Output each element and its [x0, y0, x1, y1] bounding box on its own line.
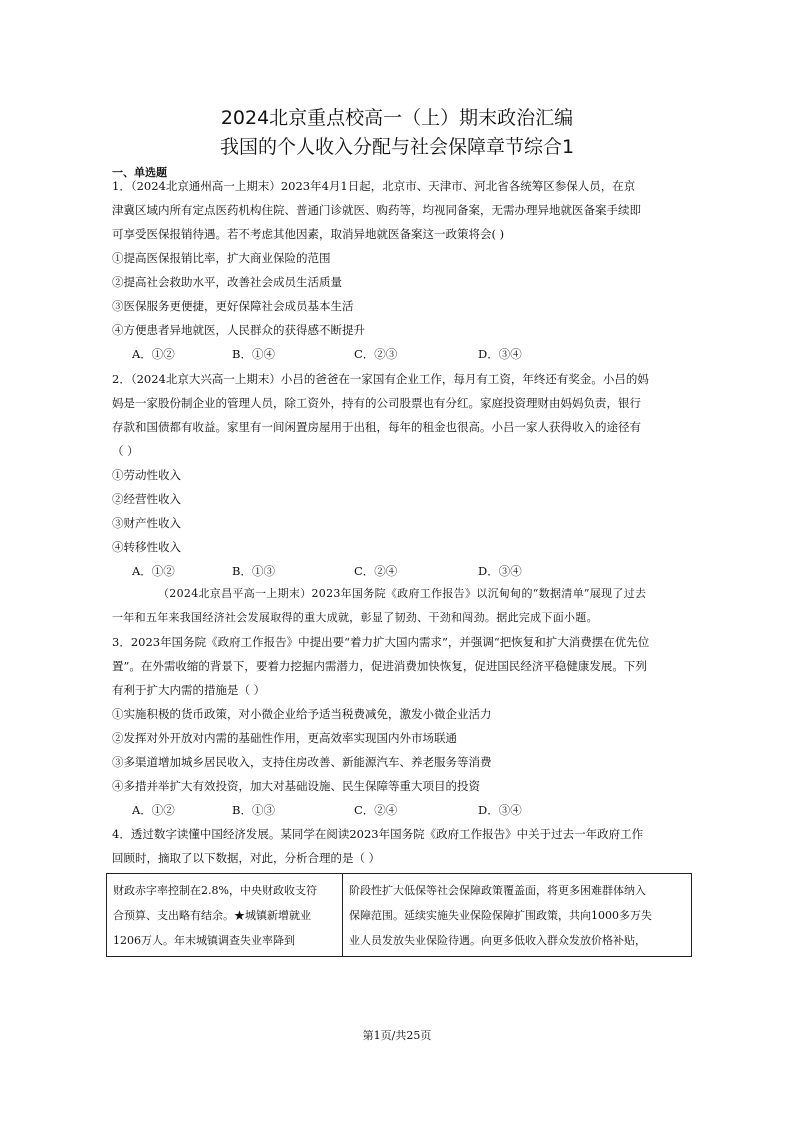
q3-option-c[interactable]: C．②④ — [354, 803, 398, 817]
q2-choice-4: ④转移性收入 — [112, 540, 181, 554]
q3-choice-3: ③多渠道增加城乡居民收入，支持住房改善、新能源汽车、养老服务等消费 — [112, 755, 492, 769]
material-line: （2024北京昌平高一上期末）2023年国务院《政府工作报告》以沉甸甸的“数据清单”展现了过去 — [158, 587, 647, 600]
table-text-line: 阶段性扩大低保等社会保障政策覆盖面，将更多困难群体纳入 — [349, 884, 646, 897]
q2-stem-line: 2．（2024北京大兴高一上期末）小吕的爸爸在一家国有企业工作，每月有工资，年终还有奖金。小吕的妈 — [112, 372, 649, 386]
q3-choice-4: ④多措并举扩大有效投资，加大对基础设施、民生保障等重大项目的投资 — [112, 779, 480, 793]
q2-option-c[interactable]: C．②④ — [354, 564, 398, 578]
q2-stem-line: 妈是一家股份制企业的管理人员，除工资外，持有的公司股票也有分红。家庭投资理财由妈妈负责，银行 — [112, 396, 641, 410]
q2-option-d[interactable]: D．③④ — [478, 564, 522, 578]
material-line: 一年和五年来我国经济社会发展取得的重大成就，彰显了韧劲、干劲和闯劲。据此完成下面小题。 — [112, 611, 598, 624]
q3-choice-1: ①实施积极的货币政策，对小微企业给予适当税费减免，激发小微企业活力 — [112, 707, 492, 721]
q1-option-d[interactable]: D．③④ — [478, 347, 522, 361]
q1-choice-4: ④方便患者异地就医，人民群众的获得感不断提升 — [112, 323, 365, 337]
q2-option-a[interactable]: A．①② — [132, 564, 175, 578]
q2-stem-line: （ ） — [112, 444, 139, 458]
q1-option-b[interactable]: B．①④ — [232, 347, 275, 361]
q3-stem-line: 3．2023年国务院《政府工作报告》中提出要“着力扩大国内需求”，并强调“把恢复和扩大消费摆在优先位 — [112, 635, 650, 649]
q1-choice-3: ③医保服务更便捷，更好保障社会成员基本生活 — [112, 299, 354, 313]
q1-stem-line: 1．（2024北京通州高一上期末）2023年4月1日起，北京市、天津市、河北省各统筹区参保人员，在京 — [112, 179, 636, 193]
q2-choice-1: ①劳动性收入 — [112, 468, 181, 482]
table-text-line: 财政赤字率控制在2.8%，中央财政收支符 — [113, 884, 317, 897]
q3-option-b[interactable]: B．①③ — [232, 803, 275, 817]
q1-choice-2: ②提高社会救助水平，改善社会成员生活质量 — [112, 275, 342, 289]
document-title: 2024北京重点校高一（上）期末政治汇编 — [220, 107, 574, 129]
q4-stem-line: 回顾时，摘取了以下数据，对此，分析合理的是（ ） — [112, 851, 381, 865]
table-text-line: 保障范围。延续实施失业保险保障扩围政策，共向1000多万失 — [349, 909, 652, 922]
q2-choice-2: ②经营性收入 — [112, 492, 181, 506]
q3-stem-line: 置”。在外需收缩的背景下，要着力挖掘内需潜力，促进消费加快恢复，促进国民经济平稳健康发展。下列 — [112, 659, 647, 673]
q1-option-c[interactable]: C．②③ — [354, 347, 398, 361]
table-text-line: 1206万人。年末城镇调查失业率降到 — [113, 934, 295, 947]
table-text-line: 业人员发放失业保险待遇。向更多低收入群众发放价格补贴， — [349, 934, 646, 947]
q3-choice-2: ②发挥对外开放对内需的基础性作用，更高效率实现国内外市场联通 — [112, 731, 457, 745]
table-cell-left — [107, 874, 343, 956]
section-heading: 一、单选题 — [112, 166, 167, 179]
q3-option-d[interactable]: D．③④ — [478, 803, 522, 817]
table-cell-right — [343, 874, 691, 956]
page-footer: 第1页/共25页 — [362, 1029, 432, 1042]
q1-stem-line: 可享受医保报销待遇。若不考虑其他因素，取消异地就医备案这一政策将会( ) — [112, 227, 505, 241]
q1-choice-1: ①提高医保报销比率，扩大商业保险的范围 — [112, 251, 331, 265]
document-subtitle: 我国的个人收入分配与社会保障章节综合1 — [219, 136, 575, 158]
q3-stem-line: 有利于扩大内需的措施是（ ） — [112, 683, 266, 697]
q3-option-a[interactable]: A．①② — [132, 803, 175, 817]
q2-choice-3: ③财产性收入 — [112, 516, 181, 530]
q2-stem-line: 存款和国债都有收益。家里有一间闲置房屋用于出租，每年的租金也很高。小吕一家人获得收入的途径有 — [112, 420, 641, 434]
data-table — [106, 873, 692, 957]
q1-stem-line: 津冀区域内所有定点医药机构住院、普通门诊就医、购药等，均视同备案，无需办理异地就医备案手续即 — [112, 203, 641, 217]
q1-option-a[interactable]: A．①② — [132, 347, 175, 361]
q2-option-b[interactable]: B．①③ — [232, 564, 275, 578]
table-text-line: 合预算、支出略有结余。★城镇新增就业 — [113, 909, 311, 922]
q4-stem-line: 4．透过数字读懂中国经济发展。某同学在阅读2023年国务院《政府工作报告》中关于过去一年政府工作 — [112, 827, 644, 841]
